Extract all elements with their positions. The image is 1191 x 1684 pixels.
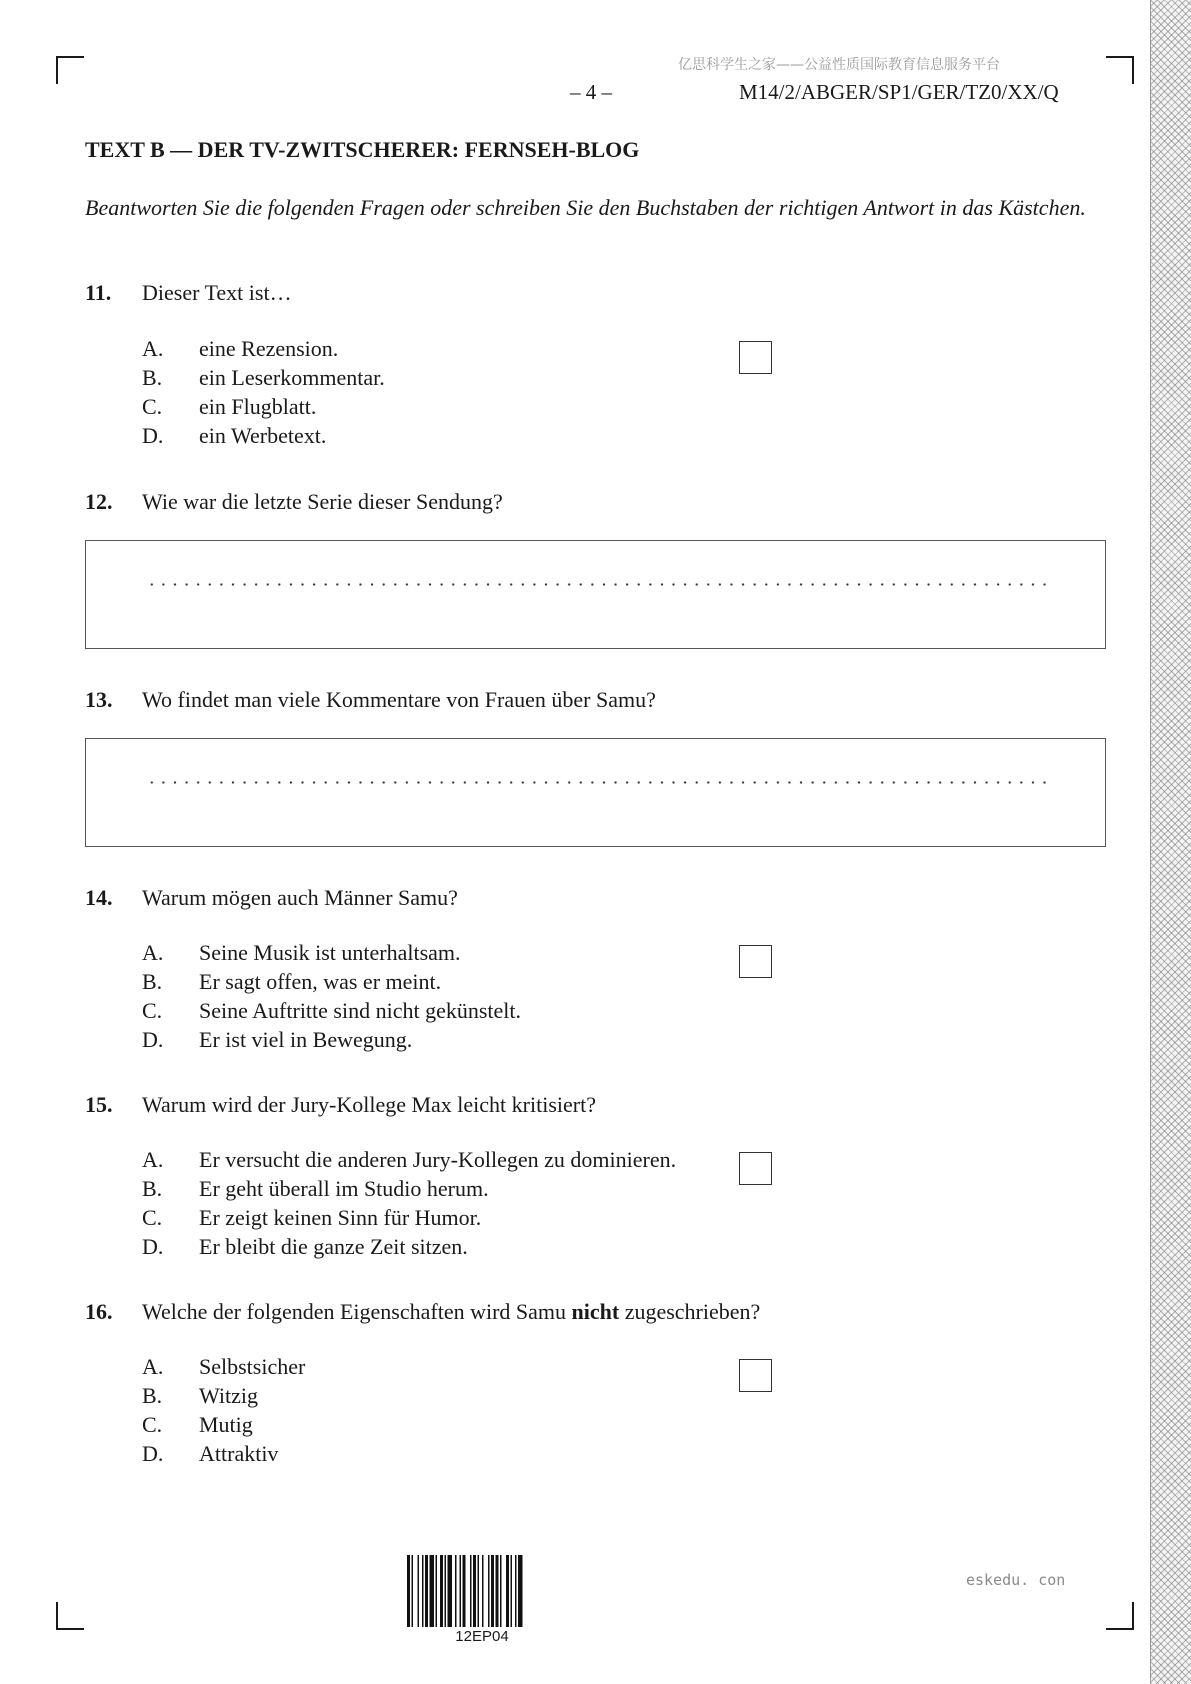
option-text: Attraktiv (199, 1441, 279, 1466)
barcode-bar (473, 1555, 476, 1627)
barcode-bar (470, 1555, 472, 1627)
crop-mark-bottom-right (1106, 1602, 1134, 1630)
page-number: – 4 – (570, 80, 612, 104)
barcode-bar (460, 1555, 462, 1627)
option-letter: A. (142, 1147, 164, 1172)
option-letter: B. (142, 1176, 163, 1201)
question-text-part: Welche der folgenden Eigenschaften wird Samu (142, 1299, 567, 1324)
barcode-bar (515, 1555, 517, 1627)
barcode (407, 1555, 557, 1627)
barcode-bar (518, 1555, 523, 1627)
barcode-bar (412, 1555, 414, 1627)
option-letter: A. (142, 336, 164, 361)
barcode-bar (482, 1555, 484, 1627)
barcode-bar (496, 1555, 499, 1627)
option-text: Er versucht die anderen Jury-Kollegen zu dominieren. (199, 1147, 677, 1172)
question-number: 15. (85, 1092, 113, 1117)
option-text: Er bleibt die ganze Zeit sitzen. (199, 1234, 468, 1259)
option-text: Selbstsicher (199, 1354, 306, 1379)
option-letter: D. (142, 1441, 164, 1466)
answer-dotted-line (146, 583, 1050, 586)
barcode-bar (448, 1555, 453, 1627)
option-text: Mutig (199, 1412, 253, 1437)
answer-box-q16[interactable] (739, 1359, 772, 1392)
option-letter: B. (142, 1383, 163, 1408)
barcode-bar (463, 1555, 466, 1627)
barcode-bar (511, 1555, 513, 1627)
barcode-bar (436, 1555, 438, 1627)
option-text: Er zeigt keinen Sinn für Humor. (199, 1205, 482, 1230)
option-text: Er sagt offen, was er meint. (199, 969, 442, 994)
barcode-bar (455, 1555, 457, 1627)
option-text: Er geht überall im Studio herum. (199, 1176, 489, 1201)
question-number: 11. (85, 280, 112, 305)
crop-mark-top-right (1106, 56, 1134, 84)
option-text: Er ist viel in Bewegung. (199, 1027, 413, 1052)
option-text: eine Rezension. (199, 336, 339, 361)
option-letter: D. (142, 423, 164, 448)
option-letter: C. (142, 1412, 163, 1437)
question-text: Dieser Text ist… (142, 280, 292, 305)
section-instructions: Beantworten Sie die folgenden Fragen oder schreiben Sie den Buchstaben der richtigen Antwort in das Kästchen. (85, 195, 1086, 220)
answer-field-q13[interactable] (85, 738, 1106, 847)
option-letter: C. (142, 1205, 163, 1230)
barcode-bar (488, 1555, 490, 1627)
exam-code: M14/2/ABGER/SP1/GER/TZ0/XX/Q (739, 80, 1059, 104)
crop-mark-bottom-left (56, 1602, 84, 1630)
barcode-bar (500, 1555, 502, 1627)
barcode-bar (430, 1555, 435, 1627)
question-text: Wie war die letzte Serie dieser Sendung? (142, 489, 503, 514)
barcode-bar (422, 1555, 424, 1627)
barcode-bar (445, 1555, 447, 1627)
barcode-bar (440, 1555, 443, 1627)
option-text: Seine Auftritte sind nicht gekünstelt. (199, 998, 522, 1023)
option-letter: D. (142, 1234, 164, 1259)
question-number: 12. (85, 489, 113, 514)
option-letter: B. (142, 969, 163, 994)
answer-box-q14[interactable] (739, 945, 772, 978)
question-text: Warum wird der Jury-Kollege Max leicht kritisiert? (142, 1092, 596, 1117)
option-text: Witzig (199, 1383, 258, 1408)
question-text-part: zugeschrieben? (624, 1299, 761, 1324)
option-letter: C. (142, 394, 163, 419)
barcode-bar (491, 1555, 494, 1627)
question-number: 13. (85, 687, 113, 712)
section-title: TEXT B — DER TV-ZWITSCHERER: FERNSEH-BLOG (85, 137, 640, 162)
option-letter: D. (142, 1027, 164, 1052)
option-text: ein Flugblatt. (199, 394, 317, 419)
barcode-bar (407, 1555, 410, 1627)
crop-mark-top-left (56, 56, 84, 84)
barcode-bar (418, 1555, 420, 1627)
barcode-label: 12EP04 (455, 1628, 509, 1645)
question-text: Warum mögen auch Männer Samu? (142, 885, 458, 910)
option-text: Seine Musik ist unterhaltsam. (199, 940, 461, 965)
option-letter: B. (142, 365, 163, 390)
question-number: 16. (85, 1299, 113, 1324)
option-letter: A. (142, 940, 164, 965)
question-emphasis: nicht (571, 1299, 620, 1324)
option-text: ein Leserkommentar. (199, 365, 385, 390)
barcode-bar (478, 1555, 480, 1627)
binding-margin-strip (1150, 0, 1191, 1684)
option-letter: A. (142, 1354, 164, 1379)
barcode-bar (506, 1555, 509, 1627)
header-watermark: 亿思科学生之家——公益性质国际教育信息服务平台 (678, 57, 1000, 73)
answer-box-q15[interactable] (739, 1152, 772, 1185)
footer-site-watermark: eskedu. con (966, 1571, 1066, 1589)
answer-dotted-line (146, 781, 1050, 784)
question-text: Wo findet man viele Kommentare von Frauen über Samu? (142, 687, 656, 712)
answer-field-q12[interactable] (85, 540, 1106, 649)
option-text: ein Werbetext. (199, 423, 327, 448)
option-letter: C. (142, 998, 163, 1023)
answer-box-q11[interactable] (739, 341, 772, 374)
question-text (142, 1299, 760, 1325)
question-number: 14. (85, 885, 113, 910)
barcode-bar (425, 1555, 428, 1627)
